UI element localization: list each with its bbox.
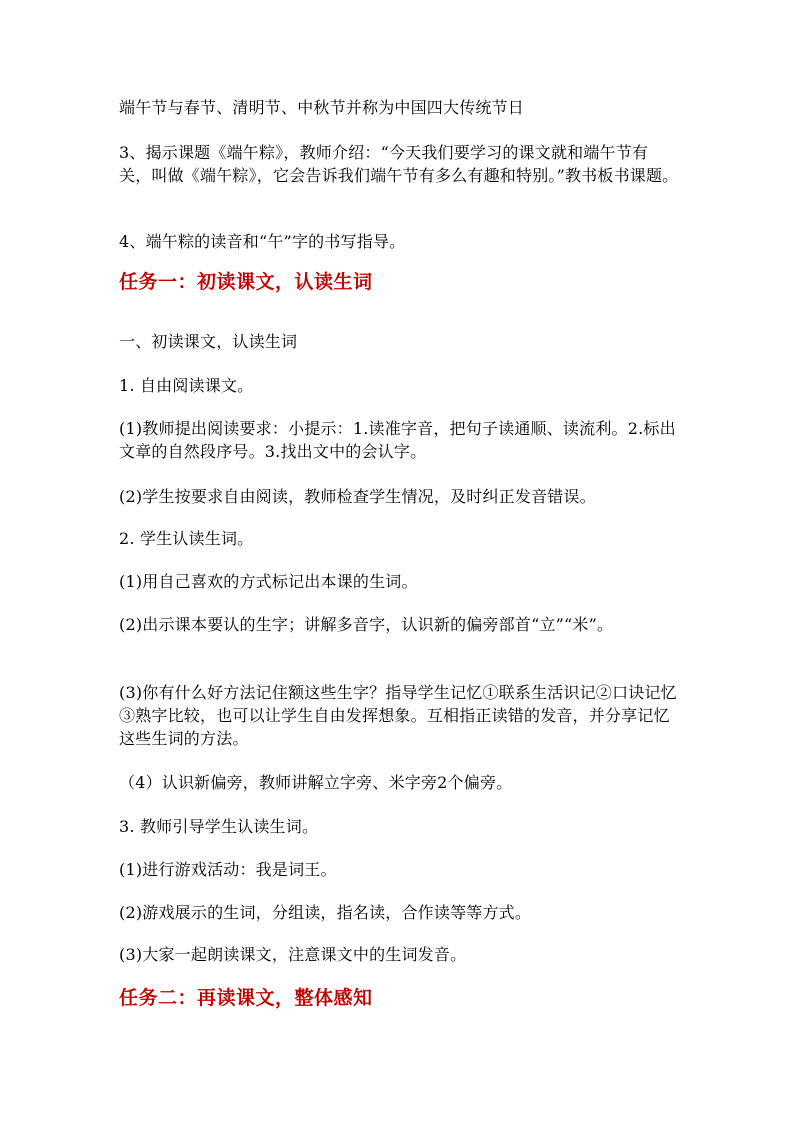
paragraph-step-4: 4、端午粽的读音和“午”字的书写指导。 (119, 232, 406, 251)
heading-task-one: 任务一：初读课文，认读生词 (119, 271, 373, 293)
paragraph-item-3-3: (3)大家一起朗读课文，注意课文中的生词发音。 (119, 945, 467, 964)
heading-task-two: 任务二：再读课文，整体感知 (119, 987, 373, 1009)
paragraph-item-1-2: (2)学生按要求自由阅读，教师检查学生情况，及时纠正发音错误。 (119, 487, 596, 506)
paragraph-item-3-2: (2)游戏展示的生词，分组读，指名读，合作读等等方式。 (119, 903, 532, 922)
paragraph-item-1-1: (1)教师提出阅读要求：小提示：1.读准字音，把句子读通顺、读流利。2.标出文章的自然段序号。3.找出文中的会认字。 (119, 419, 676, 461)
paragraph-item-3: 3. 教师引导学生认读生词。 (119, 817, 319, 836)
paragraph-item-2-4: （4）认识新偏旁，教师讲解立字旁、米字旁2个偏旁。 (119, 773, 513, 792)
paragraph-item-2-3: (3)你有什么好方法记住额这些生字？指导学生记忆①联系生活识记②口诀记忆③熟字比较，也可以让学生自由发挥想象。互相指正读错的发音，并分享记忆这些生词的方法。 (119, 683, 677, 748)
paragraph-step-3: 3、揭示课题《端午粽》，教师介绍：“今天我们要学习的课文就和端午节有关，叫做《端午粽》，它会告诉我们端午节有多么有趣和特别。”教书板书课题。 (119, 143, 679, 185)
paragraph-item-1: 1. 自由阅读课文。 (119, 376, 254, 395)
paragraph-festival-note: 端午节与春节、清明节、中秋节并称为中国四大传统节日 (119, 98, 525, 117)
paragraph-item-3-1: (1)进行游戏活动：我是词王。 (119, 860, 337, 879)
paragraph-item-2-1: (1)用自己喜欢的方式标记出本课的生词。 (119, 572, 418, 591)
paragraph-section-one: 一、初读课文，认读生词 (119, 332, 298, 351)
paragraph-item-2: 2. 学生认读生词。 (119, 529, 254, 548)
paragraph-item-2-2: (2)出示课本要认的生字；讲解多音字，认识新的偏旁部首“立”“米”。 (119, 615, 614, 634)
